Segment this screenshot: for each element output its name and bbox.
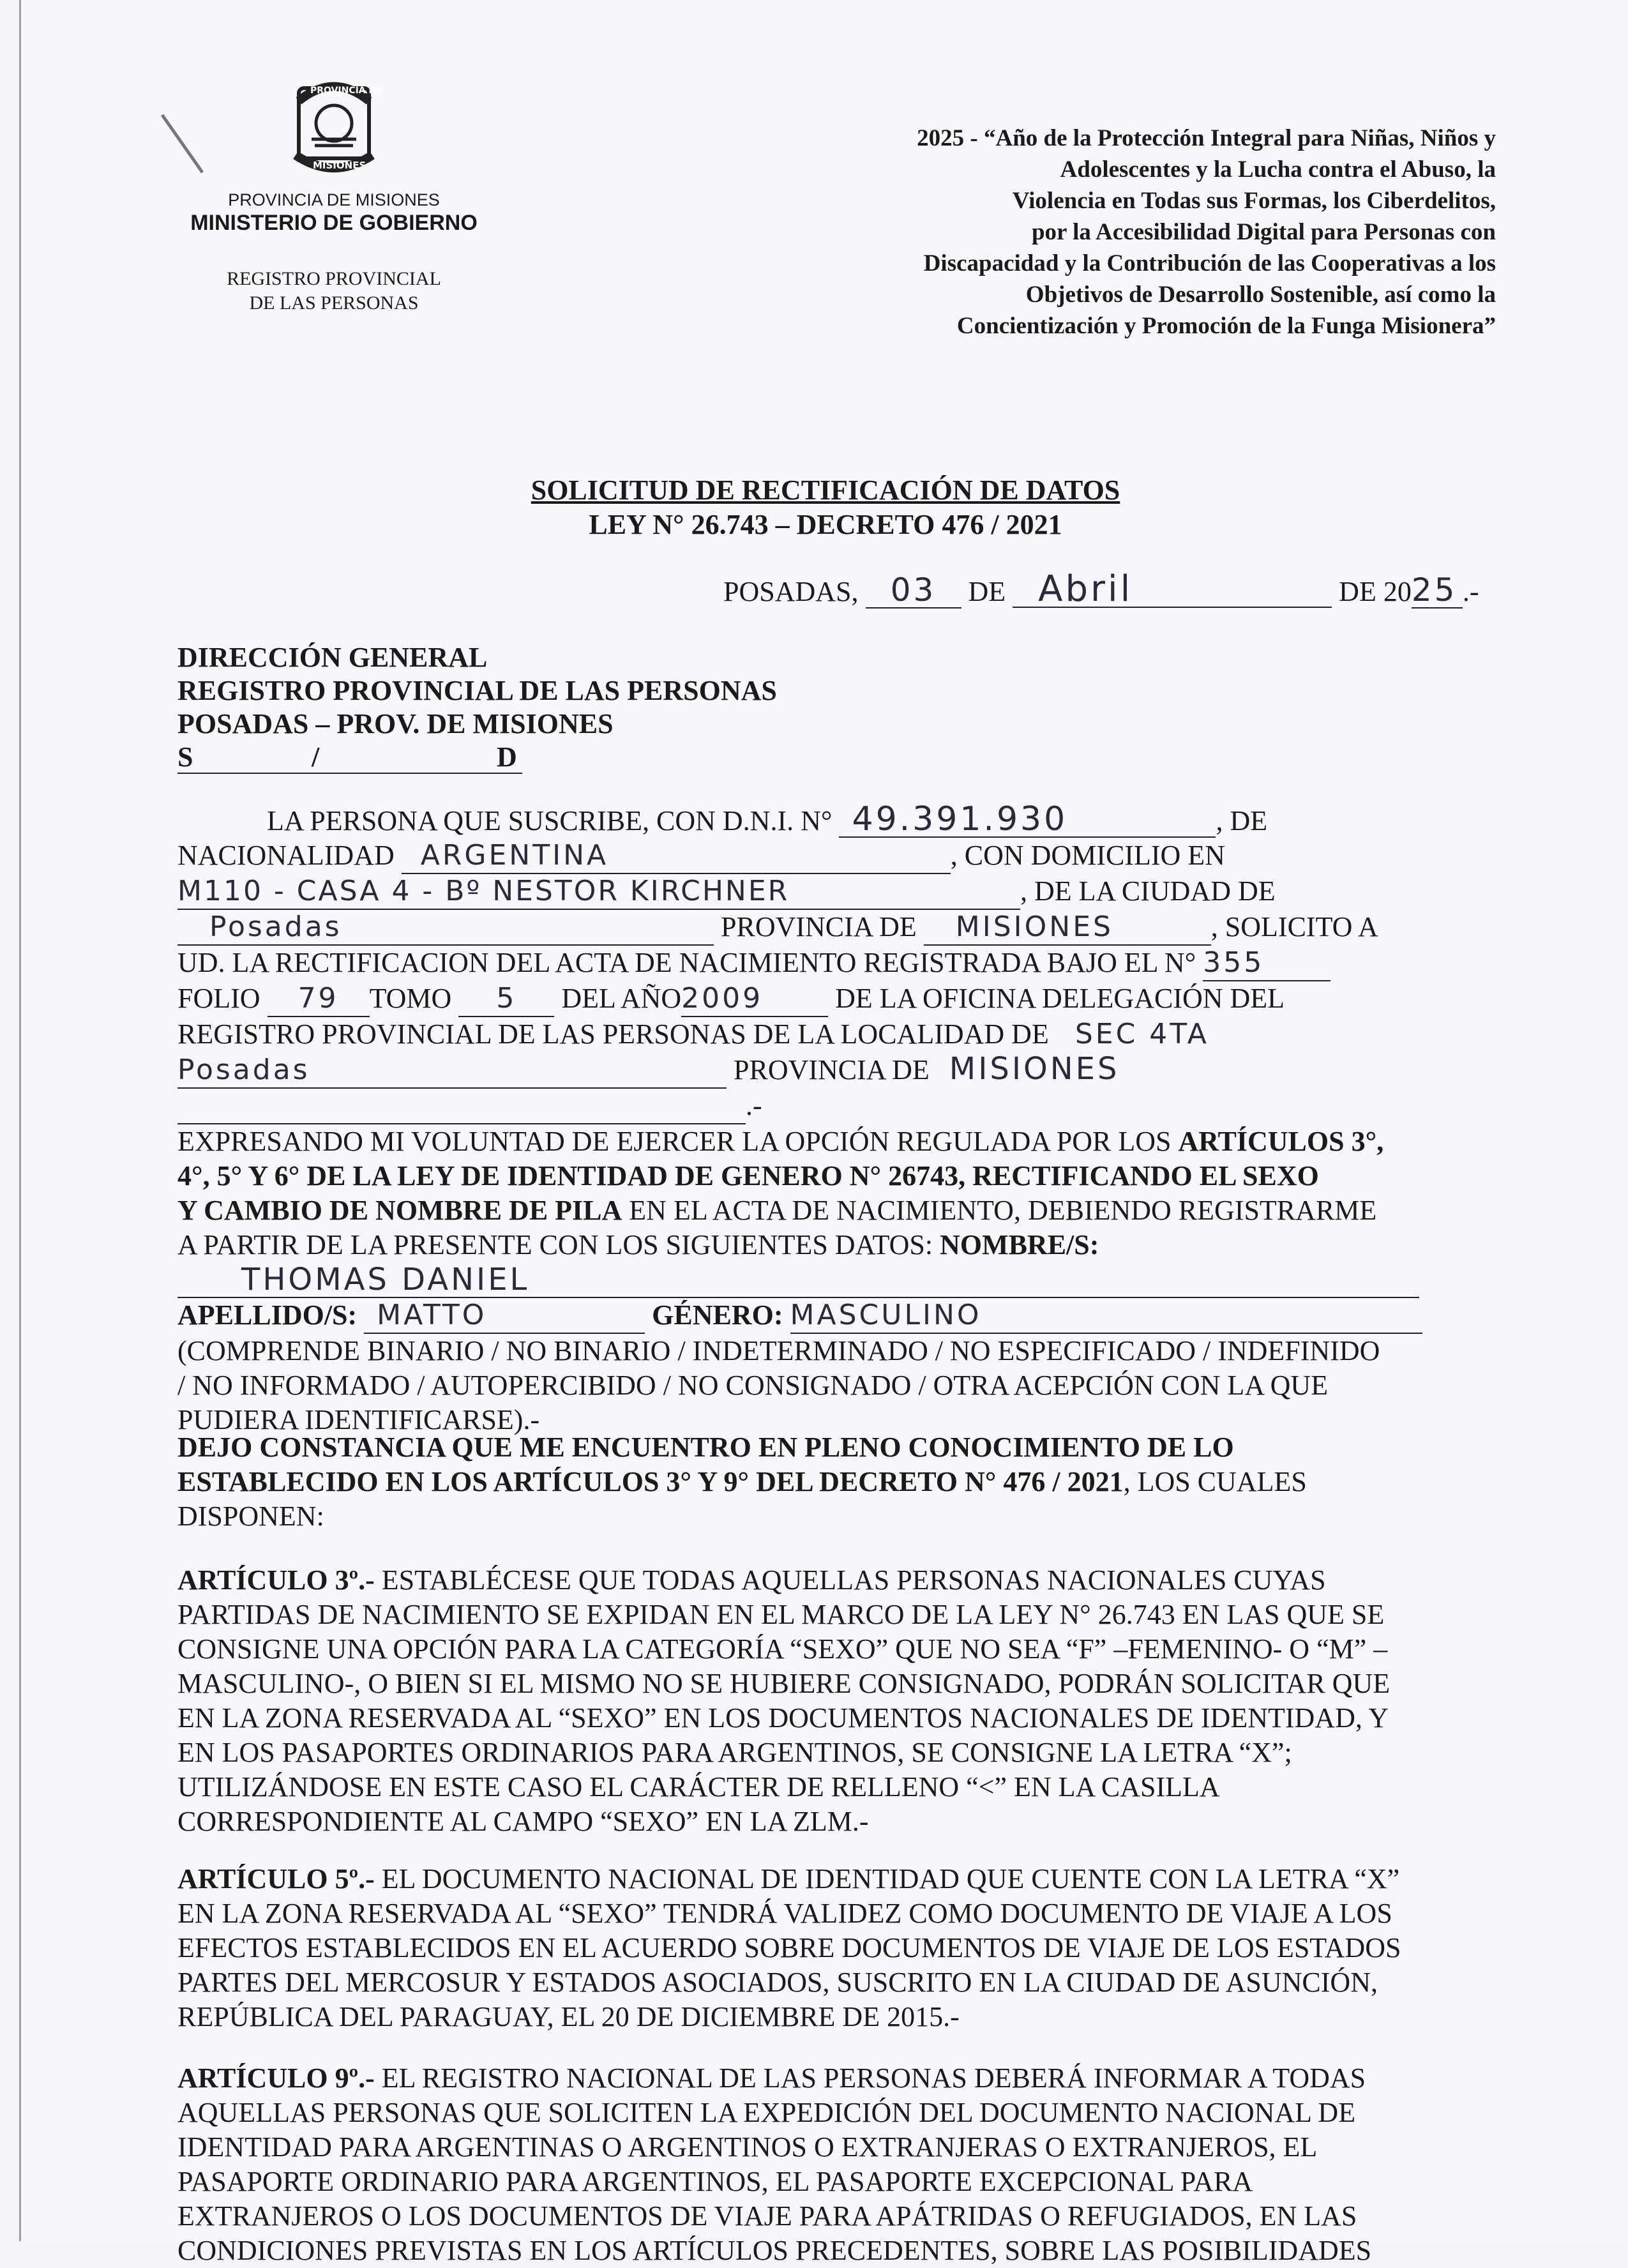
registry-line1: REGISTRO PROVINCIAL (227, 268, 441, 289)
motto-line: Adolescentes y la Lucha contra el Abuso, la (1060, 156, 1496, 183)
motto-line: Violencia en Todas sus Formas, los Ciberdelitos, (1012, 188, 1496, 214)
form-label: , DE LA CIUDAD DE (1020, 875, 1276, 907)
constancia-line3: DISPONEN: (177, 1501, 324, 1532)
date-month-field[interactable]: Abril (1013, 572, 1332, 608)
form-row-localidad (177, 1017, 1550, 1052)
form-label: LA PERSONA QUE SUSCRIBE, CON D.N.I. N° (267, 805, 833, 836)
ministry-name: MINISTERIO DE GOBIERNO (190, 211, 478, 235)
article-3 (177, 1563, 1582, 1839)
form-label: DE LA OFICINA DELEGACIÓN DEL (835, 983, 1285, 1014)
date-end: .- (1462, 576, 1479, 607)
sd-slash: / (312, 741, 320, 773)
form-row-end (177, 1089, 1550, 1124)
form-label: PROVINCIA DE (734, 1054, 930, 1085)
motto-line: Objetivos de Desarrollo Sostenible, así como la (1025, 282, 1496, 308)
expression-line2: 4°, 5° Y 6° DE LA LEY DE IDENTIDAD DE GENERO N° 26743, RECTIFICANDO EL SEXO (177, 1160, 1319, 1191)
form-label: , CON DOMICILIO EN (950, 840, 1225, 871)
article-line: IDENTIDAD PARA ARGENTINAS O ARGENTINOS O EXTRANJERAS O EXTRANJEROS, EL (177, 2131, 1318, 2163)
article-line: PARTES DEL MERCOSUR Y ESTADOS ASOCIADOS, SUSCRITO EN LA CIUDAD DE ASUNCIÓN, (177, 1967, 1378, 1998)
form-row-nombre (177, 1262, 1550, 1298)
article-line: EL DOCUMENTO NACIONAL DE IDENTIDAD QUE CUENTE CON LA LETRA “X” (374, 1863, 1400, 1894)
article-line: EN LA ZONA RESERVADA AL “SEXO” TENDRÁ VALIDEZ COMO DOCUMENTO DE VIAJE A LOS (177, 1898, 1392, 1929)
apellido-field[interactable]: MATTO (364, 1298, 645, 1334)
comprende-line2: / NO INFORMADO / AUTOPERCIBIDO / NO CONSIGNADO / OTRA ACEPCIÓN CON LA QUE (177, 1370, 1329, 1401)
date-year-field[interactable]: 25 (1412, 573, 1463, 609)
domicilio-field[interactable]: M110 - CASA 4 - Bº NESTOR KIRCHNER (177, 874, 1020, 910)
article-line: EFECTOS ESTABLECIDOS EN EL ACUERDO SOBRE DOCUMENTOS DE VIAJE DE LOS ESTADOS (177, 1932, 1401, 1963)
form-text-bold: NOMBRE/S: (940, 1229, 1099, 1260)
date-city: POSADAS, (723, 576, 859, 607)
nombre-field[interactable]: THOMAS DANIEL (177, 1262, 1419, 1298)
apellido-label: APELLIDO/S: (177, 1299, 358, 1331)
constancia-block (177, 1430, 1582, 1534)
provincia-field[interactable]: MISIONES (924, 910, 1211, 946)
form-text: A PARTIR DE LA PRESENTE CON LOS SIGUIENTES DATOS: (177, 1229, 940, 1260)
article-line: PASAPORTE ORDINARIO PARA ARGENTINOS, EL PASAPORTE EXCEPCIONAL PARA (177, 2166, 1253, 2197)
logo-bottom-text: MISIONES (313, 160, 366, 171)
article-line: CONSIGNE UNA OPCIÓN PARA LA CATEGORÍA “SEXO” QUE NO SEA “F” –FEMENINO- O “M” – (177, 1633, 1388, 1665)
title-line2: LEY N° 26.743 – DECRETO 476 / 2021 (589, 509, 1062, 540)
form-label: NACIONALIDAD (177, 840, 395, 871)
article-line: CORRESPONDIENTE AL CAMPO “SEXO” EN LA ZLM.- (177, 1806, 869, 1837)
article-line: EXTRANJEROS O LOS DOCUMENTOS DE VIAJE PARA APÁTRIDAS O REFUGIADOS, EN LAS (177, 2200, 1357, 2232)
form-label: FOLIO (177, 983, 260, 1014)
article-line: ESTABLÉCESE QUE TODAS AQUELLAS PERSONAS NACIONALES CUYAS (374, 1564, 1326, 1596)
form-label: , SOLICITO A (1210, 911, 1378, 942)
form-row-localidad2 (177, 1052, 1550, 1089)
article-line: UTILIZÁNDOSE EN ESTE CASO EL CARÁCTER DE RELLENO “<” EN LA CASILLA (177, 1771, 1220, 1803)
date-de1: DE (968, 576, 1006, 607)
genero-label: GÉNERO: (652, 1299, 783, 1331)
folio-field[interactable]: 79 (268, 981, 370, 1017)
staple-mark (161, 114, 204, 174)
form-label: DEL AÑO (561, 983, 682, 1014)
anio-field[interactable]: 2009 (681, 981, 828, 1017)
year-motto (538, 123, 1496, 342)
constancia-line2 (177, 1465, 1582, 1499)
motto-line: por la Accesibilidad Digital para Personas con (1031, 219, 1496, 245)
form-text-bold: Y CAMBIO DE NOMBRE DE PILA (177, 1195, 622, 1226)
form-row-acta (177, 946, 1550, 981)
title-line1: SOLICITUD DE RECTIFICACIÓN DE DATOS (531, 474, 1120, 506)
logo-top-text: PROVINCIA DE (310, 86, 382, 96)
motto-line: Concientización y Promoción de la Funga Misionera” (956, 313, 1496, 339)
constancia-text: , LOS CUALES (1123, 1466, 1307, 1497)
article-line: EL REGISTRO NACIONAL DE LAS PERSONAS DEBERÁ INFORMAR A TODAS (374, 2062, 1366, 2094)
article-line: EN LA ZONA RESERVADA AL “SEXO” EN LOS DOCUMENTOS NACIONALES DE IDENTIDAD, Y (177, 1702, 1389, 1734)
form-label: .- (746, 1090, 762, 1121)
addressee-line1: DIRECCIÓN GENERAL (177, 642, 488, 673)
article-line: AQUELLAS PERSONAS QUE SOLICITEN LA EXPEDICIÓN DEL DOCUMENTO NACIONAL DE (177, 2097, 1356, 2128)
genero-field[interactable]: MASCULINO (790, 1298, 1422, 1334)
article-line: PARTIDAS DE NACIMIENTO SE EXPIDAN EN EL MARCO DE LA LEY N° 26.743 EN LAS QUE SE (177, 1599, 1385, 1630)
form-row-apellido-genero (177, 1298, 1550, 1334)
ciudad-field[interactable]: Posadas (177, 910, 714, 946)
dni-field[interactable]: 49.391.930 (839, 802, 1216, 838)
comprende-line3: PUDIERA IDENTIFICARSE).- (177, 1404, 540, 1435)
article-line: MASCULINO-, O BIEN SI EL MISMO NO SE HUBIERE CONSIGNADO, PODRÁN SOLICITAR QUE (177, 1668, 1391, 1699)
acta-number-field[interactable]: 355 (1203, 946, 1330, 981)
article-5-heading: ARTÍCULO 5º.- (177, 1863, 375, 1894)
date-de2: DE 20 (1339, 576, 1412, 607)
provincia2-field[interactable]: MISIONES (949, 1051, 1120, 1087)
form-row-dni (177, 802, 1550, 838)
localidad-field[interactable]: Posadas (177, 1053, 727, 1089)
article-3-heading: ARTÍCULO 3º.- (177, 1564, 375, 1596)
form-text-bold: ARTÍCULOS 3°, (1178, 1126, 1384, 1157)
article-5 (177, 1862, 1582, 2034)
constancia-line1: DEJO CONSTANCIA QUE ME ENCUENTRO EN PLENO CONOCIMIENTO DE LO (177, 1432, 1234, 1463)
sd-d: D (497, 741, 517, 773)
addressee-line2: REGISTRO PROVINCIAL DE LAS PERSONAS (177, 675, 777, 706)
form-label: TOMO (369, 983, 452, 1014)
article-9 (177, 2061, 1582, 2268)
form-label: PROVINCIA DE (721, 911, 917, 942)
sd-s: S (177, 741, 193, 773)
addressee-line3: POSADAS – PROV. DE MISIONES (177, 708, 614, 739)
form-row-domicilio (177, 874, 1550, 910)
form-label: , DE (1216, 805, 1268, 836)
tomo-field[interactable]: 5 (458, 981, 554, 1017)
article-line: REPÚBLICA DEL PARAGUAY, EL 20 DE DICIEMBRE DE 2015.- (177, 2001, 960, 2032)
request-form (177, 802, 1550, 1437)
form-text: EN EL ACTA DE NACIMIENTO, DEBIENDO REGISTRARME (622, 1195, 1377, 1226)
constancia-bold: ESTABLECIDO EN LOS ARTÍCULOS 3° Y 9° DEL DECRETO N° 476 / 2021 (177, 1466, 1124, 1497)
seccion-field[interactable]: SEC 4TA (1074, 1018, 1209, 1050)
province-name: PROVINCIA DE MISIONES (228, 190, 440, 209)
form-row-folio (177, 981, 1550, 1017)
form-label: REGISTRO PROVINCIAL DE LAS PERSONAS DE LA LOCALIDAD DE (177, 1018, 1049, 1050)
date-day-field[interactable]: 03 (866, 573, 961, 609)
expression-line3 (177, 1193, 1550, 1228)
motto-line: Discapacidad y la Contribución de las Cooperativas a los (923, 250, 1496, 276)
article-9-heading: ARTÍCULO 9º.- (177, 2062, 375, 2094)
motto-line: 2025 - “Año de la Protección Integral para Niñas, Niños y (917, 125, 1496, 151)
comprende-line1: (COMPRENDE BINARIO / NO BINARIO / INDETERMINADO / NO ESPECIFICADO / INDEFINIDO (177, 1335, 1380, 1366)
date-line (723, 568, 1479, 610)
article-line: CONDICIONES PREVISTAS EN LOS ARTÍCULOS PRECEDENTES, SOBRE LAS POSIBILIDADES (177, 2235, 1372, 2266)
article-line: EN LOS PASAPORTES ORDINARIOS PARA ARGENTINOS, SE CONSIGNE LA LETRA “X”; (177, 1737, 1292, 1768)
form-text: EXPRESANDO MI VOLUNTAD DE EJERCER LA OPCIÓN REGULADA POR LOS (177, 1126, 1179, 1157)
form-row-ciudad (177, 910, 1550, 946)
registry-line2: DE LAS PERSONAS (249, 292, 419, 314)
document-title (21, 474, 1628, 506)
nacionalidad-field[interactable]: ARGENTINA (402, 838, 951, 874)
expression-line1 (177, 1124, 1550, 1159)
addressee-block (177, 641, 777, 774)
sd-line (177, 741, 522, 774)
blank-line (177, 1089, 746, 1124)
form-row-nacionalidad (177, 838, 1550, 874)
province-coat-of-arms-logo (280, 75, 388, 184)
document-page (19, 0, 1628, 2266)
form-label: UD. LA RECTIFICACION DEL ACTA DE NACIMIENTO REGISTRADA BAJO EL N° (177, 947, 1196, 978)
expression-line4 (177, 1228, 1550, 1262)
